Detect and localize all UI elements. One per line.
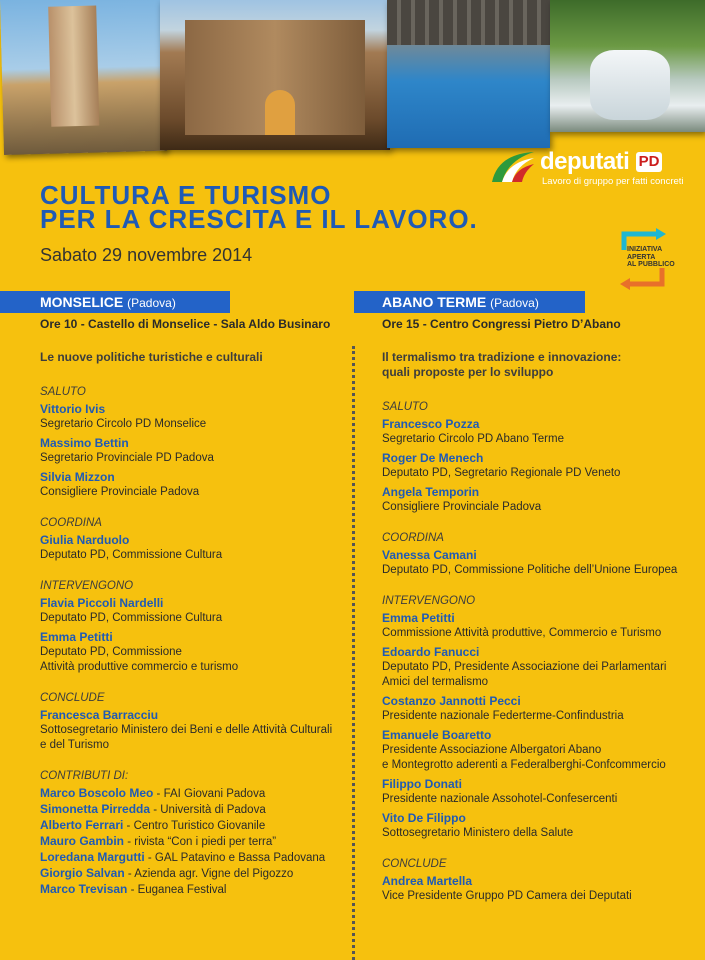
speaker-role: Vice Presidente Gruppo PD Camera dei Deputati bbox=[382, 890, 632, 902]
abano-coordina bbox=[382, 531, 702, 578]
speaker-name: Francesco Pozza bbox=[382, 417, 480, 431]
contributor-org: - Università di Padova bbox=[150, 804, 266, 816]
speaker-role-cont: Attività produttive commercio e turismo bbox=[40, 661, 239, 673]
speaker-role: Presidente Associazione Albergatori Abano bbox=[382, 744, 602, 756]
contributor-org: - Azienda agr. Vigne del Pigozzo bbox=[124, 868, 294, 880]
logo-tagline: Lavoro di gruppo per fatti concreti bbox=[542, 176, 684, 187]
monselice-conclude bbox=[40, 691, 345, 753]
abano-saluto bbox=[382, 400, 702, 515]
speaker-role: Consigliere Provinciale Padova bbox=[40, 486, 200, 498]
speaker-role: Segretario Circolo PD Abano Terme bbox=[382, 433, 564, 445]
monselice-venue: Ore 10 - Castello di Monselice - Sala Aldo Businaro bbox=[40, 317, 331, 331]
speaker bbox=[382, 611, 702, 641]
speaker-role: Deputato PD, Commissione Cultura bbox=[40, 549, 223, 561]
contributor bbox=[40, 850, 345, 866]
contributor-name: Marco Boscolo Meo bbox=[40, 786, 154, 800]
column-divider bbox=[352, 346, 355, 960]
header-photo-strip bbox=[0, 0, 705, 160]
monselice-program bbox=[40, 317, 345, 914]
speaker bbox=[382, 548, 702, 578]
speaker bbox=[40, 470, 345, 500]
speaker bbox=[382, 451, 702, 481]
photo-waterfall bbox=[550, 0, 705, 132]
speaker-role: Deputato PD, Commissione Politiche dell’Unione Europea bbox=[382, 564, 678, 576]
speaker-role: Deputato PD, Presidente Associazione dei Parlamentari bbox=[382, 661, 667, 673]
monselice-header bbox=[0, 291, 230, 313]
abano-program bbox=[382, 317, 702, 920]
speaker-name: Silvia Mizzon bbox=[40, 470, 115, 484]
speaker-role: Consigliere Provinciale Padova bbox=[382, 501, 542, 513]
abano-venue: Ore 15 - Centro Congressi Pietro D’Abano bbox=[382, 317, 621, 331]
section-label: CONTRIBUTI DI: bbox=[40, 770, 129, 782]
speaker-role: Segretario Provinciale PD Padova bbox=[40, 452, 214, 464]
speaker-name: Vito De Filippo bbox=[382, 811, 466, 825]
speaker-name: Flavia Piccoli Nardelli bbox=[40, 596, 164, 610]
deputati-pd-logo bbox=[488, 148, 684, 193]
title-line-1: CULTURA E TURISMO bbox=[40, 180, 332, 210]
section-label: CONCLUDE bbox=[382, 858, 447, 870]
abano-conclude bbox=[382, 857, 702, 904]
speaker-role-cont: Amici del termalismo bbox=[382, 676, 489, 688]
contributor-org: - FAI Giovani Padova bbox=[153, 788, 266, 800]
speaker bbox=[382, 728, 702, 773]
contributor-name: Alberto Ferrari bbox=[40, 818, 124, 832]
speaker-role: Deputato PD, Commissione bbox=[40, 646, 182, 658]
monselice-contributi bbox=[40, 769, 345, 898]
speaker bbox=[382, 645, 702, 690]
speaker-name: Filippo Donati bbox=[382, 777, 462, 791]
contributor-name: Marco Trevisan bbox=[40, 882, 128, 896]
speaker bbox=[382, 694, 702, 724]
contributor-org: - rivista “Con i piedi per terra” bbox=[124, 836, 277, 848]
section-label: SALUTO bbox=[40, 386, 86, 398]
section-label: INTERVENGONO bbox=[382, 595, 476, 607]
speaker-name: Edoardo Fanucci bbox=[382, 645, 480, 659]
speaker-role: Commissione Attività produttive, Commercio e Turismo bbox=[382, 627, 662, 639]
speaker bbox=[382, 417, 702, 447]
contributor-org: - GAL Patavino e Bassa Padovana bbox=[144, 852, 326, 864]
section-label: COORDINA bbox=[40, 517, 102, 529]
speaker bbox=[40, 708, 345, 753]
speaker bbox=[382, 777, 702, 807]
speaker-name: Massimo Bettin bbox=[40, 436, 129, 450]
event-date: Sabato 29 novembre 2014 bbox=[40, 245, 253, 265]
badge-line-1: INIZIATIVA bbox=[627, 246, 663, 253]
contributor bbox=[40, 786, 345, 802]
contributor-name: Simonetta Pirredda bbox=[40, 802, 151, 816]
abano-theme bbox=[382, 350, 702, 380]
contributor-name: Giorgio Salvan bbox=[40, 866, 125, 880]
photo-thermal-pool bbox=[387, 0, 550, 148]
speaker-name: Andrea Martella bbox=[382, 874, 473, 888]
speaker bbox=[40, 533, 345, 563]
abano-place: ABANO TERME bbox=[382, 294, 487, 310]
open-event-badge bbox=[618, 228, 688, 290]
contributor bbox=[40, 866, 345, 882]
contributor-org: - Centro Turistico Giovanile bbox=[123, 820, 266, 832]
abano-theme-line-2: quali proposte per lo sviluppo bbox=[382, 365, 554, 379]
speaker-name: Francesca Barracciu bbox=[40, 708, 159, 722]
photo-monselice-tower bbox=[0, 0, 167, 155]
speaker-role: Presidente nazionale Assohotel-Confesercenti bbox=[382, 793, 618, 805]
speaker-name: Vanessa Camani bbox=[382, 548, 477, 562]
speaker-name: Emanuele Boaretto bbox=[382, 728, 492, 742]
speaker-name: Roger De Menech bbox=[382, 451, 484, 465]
monselice-coordina bbox=[40, 516, 345, 563]
badge-line-2: APERTA bbox=[627, 253, 656, 261]
monselice-province: (Padova) bbox=[127, 296, 176, 310]
page-title bbox=[40, 180, 478, 234]
speaker-role: Deputato PD, Commissione Cultura bbox=[40, 612, 223, 624]
speaker-role: Deputato PD, Segretario Regionale PD Veneto bbox=[382, 467, 621, 479]
abano-header bbox=[354, 291, 585, 313]
speaker-role: Sottosegretario Ministero della Salute bbox=[382, 827, 574, 839]
speaker-name: Emma Petitti bbox=[382, 611, 455, 625]
speaker bbox=[40, 596, 345, 626]
speaker-role-cont: e del Turismo bbox=[40, 739, 110, 751]
logo-pd-mark: PD bbox=[636, 152, 662, 172]
speaker-name: Emma Petitti bbox=[40, 630, 113, 644]
abano-province: (Padova) bbox=[490, 296, 539, 310]
speaker bbox=[382, 485, 702, 515]
contributor bbox=[40, 834, 345, 850]
monselice-intervengono bbox=[40, 579, 345, 675]
monselice-saluto bbox=[40, 385, 345, 500]
speaker-name: Angela Temporin bbox=[382, 485, 480, 499]
speaker bbox=[40, 436, 345, 466]
contributor bbox=[40, 882, 345, 898]
speaker-name: Costanzo Jannotti Pecci bbox=[382, 694, 521, 708]
speaker-name: Giulia Narduolo bbox=[40, 533, 130, 547]
contributor-org: - Euganea Festival bbox=[127, 884, 227, 896]
contributor-name: Mauro Gambin bbox=[40, 834, 125, 848]
badge-line-3: AL PUBBLICO bbox=[627, 261, 675, 268]
abano-intervengono bbox=[382, 594, 702, 841]
speaker-name: Vittorio Ivis bbox=[40, 402, 106, 416]
title-line-2: PER LA CRESCITA E IL LAVORO. bbox=[40, 204, 478, 234]
section-label: CONCLUDE bbox=[40, 692, 105, 704]
section-label: INTERVENGONO bbox=[40, 580, 134, 592]
photo-castle bbox=[160, 0, 390, 150]
monselice-place: MONSELICE bbox=[40, 294, 124, 310]
section-label: COORDINA bbox=[382, 532, 444, 544]
speaker-role: Sottosegretario Ministero dei Beni e delle Attività Culturali bbox=[40, 724, 333, 736]
speaker bbox=[382, 811, 702, 841]
speaker bbox=[382, 874, 702, 904]
speaker bbox=[40, 630, 345, 675]
speaker-role: Segretario Circolo PD Monselice bbox=[40, 418, 207, 430]
speaker-role: Presidente nazionale Federterme-Confindustria bbox=[382, 710, 624, 722]
speaker-role-cont: e Montegrotto aderenti a Federalberghi-Confcommercio bbox=[382, 759, 666, 771]
abano-theme-line-1: Il termalismo tra tradizione e innovazione: bbox=[382, 350, 622, 364]
monselice-theme: Le nuove politiche turistiche e culturali bbox=[40, 350, 263, 364]
pd-arc-icon bbox=[488, 148, 538, 186]
section-label: SALUTO bbox=[382, 401, 428, 413]
contributor-name: Loredana Margutti bbox=[40, 850, 145, 864]
logo-wordmark: deputati bbox=[540, 148, 630, 175]
contributor bbox=[40, 818, 345, 834]
speaker bbox=[40, 402, 345, 432]
contributor bbox=[40, 802, 345, 818]
